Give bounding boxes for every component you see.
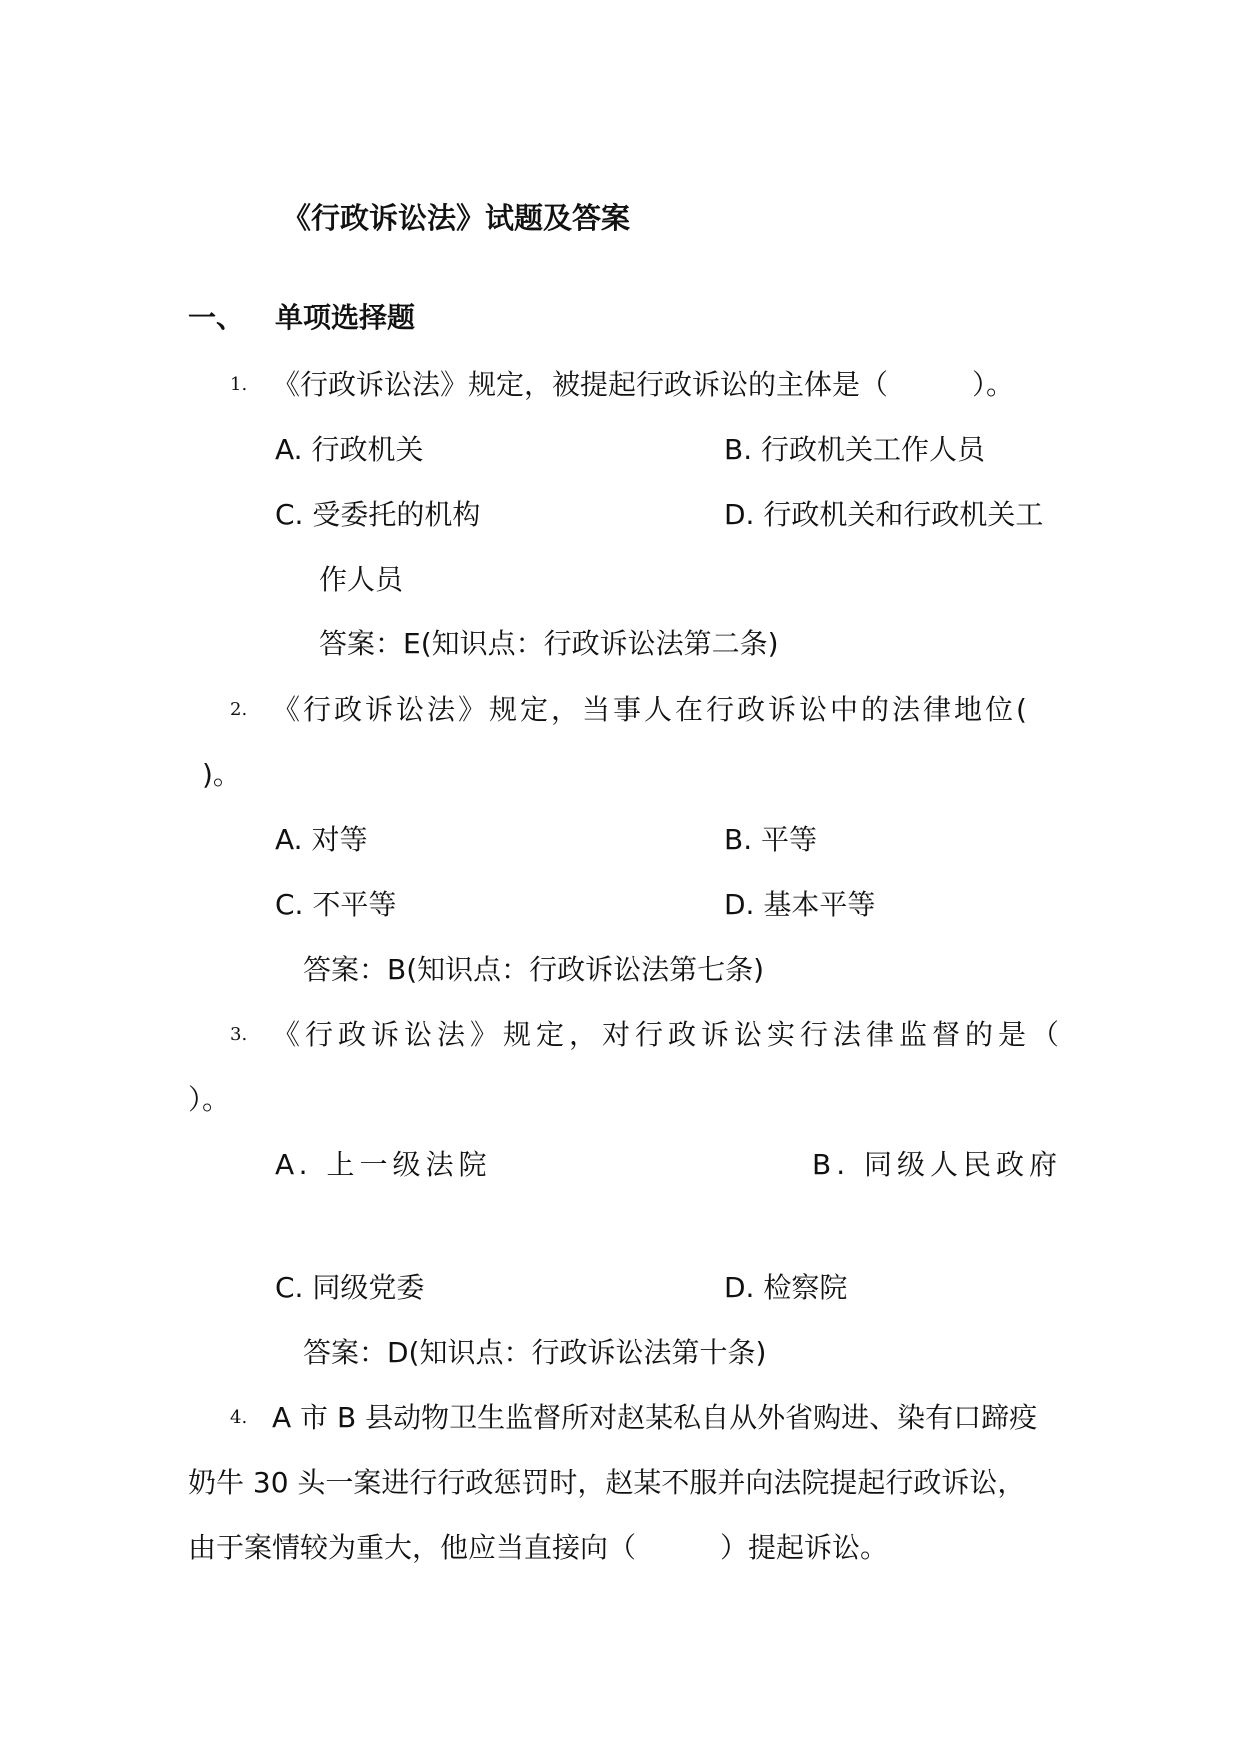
section-heading: 单项选择题	[275, 301, 416, 334]
question-2-stem-line2: )。	[202, 758, 241, 791]
question-1-option-a: A. 行政机关	[275, 433, 424, 466]
question-3-stem-line1: 《行政诉讼法》规定，对行政诉讼实行法律监督的是（	[272, 1018, 1065, 1051]
question-4-stem-line2: 奶牛 30 头一案进行行政惩罚时，赵某不服并向法院提起行政诉讼，	[188, 1466, 1026, 1499]
question-4-stem-line3: 由于案情较为重大，他应当直接向（ ）提起诉讼。	[188, 1531, 889, 1564]
question-3-number: 3.	[230, 1024, 248, 1045]
question-2-option-b: B. 平等	[724, 823, 818, 856]
question-1-option-b: B. 行政机关工作人员	[724, 433, 986, 466]
question-2-option-a: A. 对等	[275, 823, 368, 856]
question-3-option-b: B. 同级人民政府	[812, 1148, 1063, 1181]
question-1-answer: 答案：E(知识点：行政诉讼法第二条)	[319, 627, 779, 660]
question-4-stem-line1: A 市 B 县动物卫生监督所对赵某私自从外省购进、染有口蹄疫	[272, 1401, 1038, 1434]
question-2-stem-line1: 《行政诉讼法》规定，当事人在行政诉讼中的法律地位(	[272, 693, 1030, 726]
question-3-option-c: C. 同级党委	[275, 1271, 425, 1304]
question-2-option-d: D. 基本平等	[724, 888, 876, 921]
question-2-answer: 答案：B(知识点：行政诉讼法第七条)	[303, 953, 765, 986]
question-1-option-d-continued: 作人员	[319, 563, 404, 596]
question-3-stem-line2: ）。	[188, 1083, 231, 1116]
question-3-option-d: D. 检察院	[724, 1271, 848, 1304]
question-3-option-a: A. 上一级法院	[275, 1148, 492, 1181]
section-number: 一、	[188, 301, 245, 334]
question-1-number: 1.	[230, 374, 248, 395]
question-1-option-d: D. 行政机关和行政机关工	[724, 498, 1044, 531]
question-4-number: 4.	[230, 1407, 248, 1428]
document-title: 《行政诉讼法》试题及答案	[282, 201, 631, 235]
question-1-option-c: C. 受委托的机构	[275, 498, 481, 531]
question-2-number: 2.	[230, 699, 248, 720]
question-3-answer: 答案：D(知识点：行政诉讼法第十条)	[303, 1336, 767, 1369]
question-1-stem: 《行政诉讼法》规定，被提起行政诉讼的主体是（ ）。	[272, 368, 1015, 401]
question-2-option-c: C. 不平等	[275, 888, 397, 921]
